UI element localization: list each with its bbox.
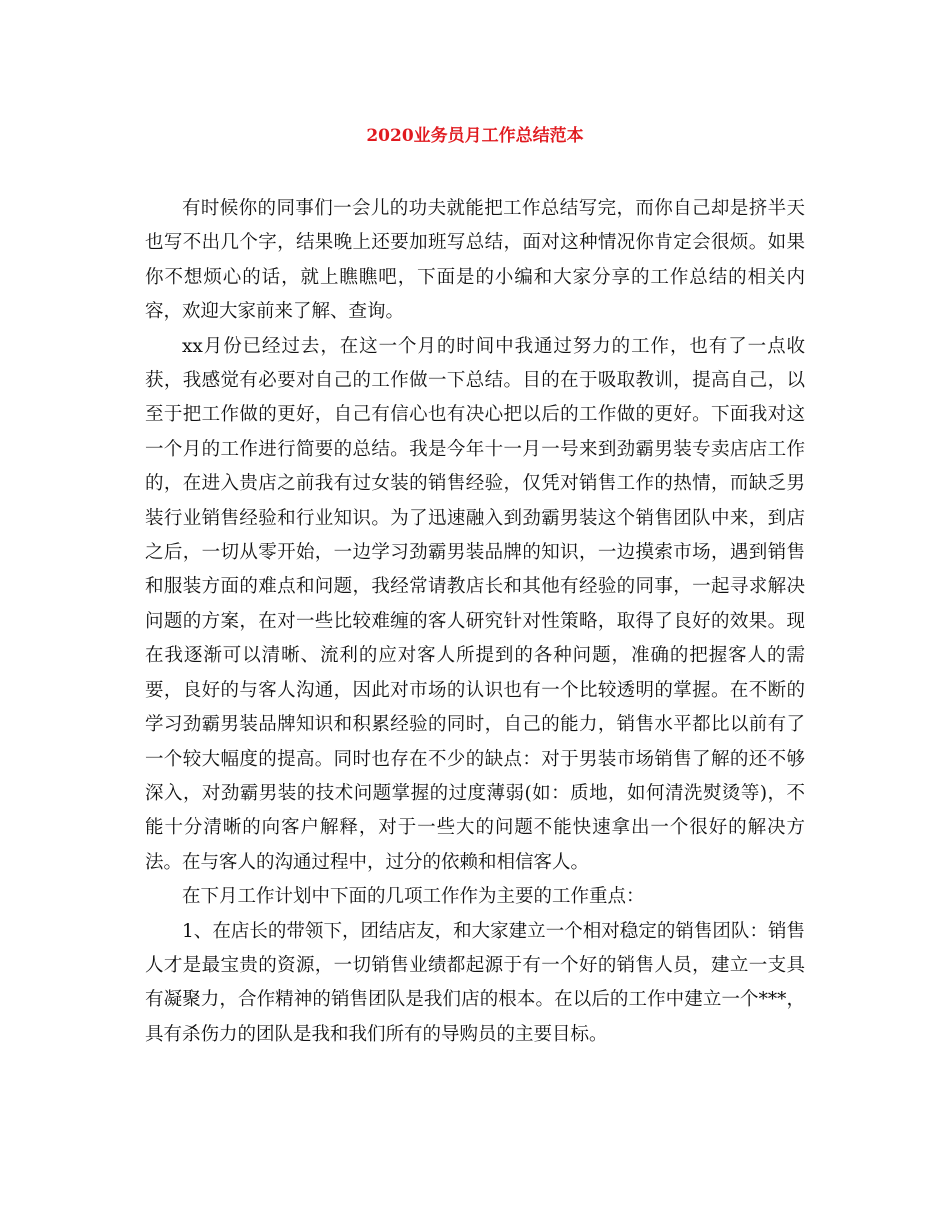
document-body	[145, 192, 805, 1052]
document-title: 2020业务员月工作总结范本	[366, 126, 584, 146]
paragraph-intro: 有时候你的同事们一会儿的功夫就能把工作总结写完，而你自己却是挤半天也写不出几个字，结果晚上还要加班写总结，面对这种情况你肯定会很烦。如果你不想烦心的话，就上瞧瞧吧，下面是的小编和大家分享的工作总结的相关内容，欢迎大家前来了解、查询。	[145, 198, 805, 323]
paragraph-next-month-plan: 在下月工作计划中下面的几项工作作为主要的工作重点：	[182, 886, 645, 908]
paragraph-monthly-summary: xx月份已经过去，在这一个月的时间中我通过努力的工作，也有了一点收获，我感觉有必要对自己的工作做一下总结。目的在于吸取教训，提高自己，以至于把工作做的更好，自己有信心也有决心把以后的工作做的更好。下面我对这一个月的工作进行简要的总结。我是今年十一月一号来到劲霸男装专卖店店工作的，在进入贵店之前我有过女装的销售经验，仅凭对销售工作的热情，而缺乏男装行业销售经验和行业知识。为了迅速融入到劲霸男装这个销售团队中来，到店之后，一切从零开始，一边学习劲霸男装品牌的知识，一边摸索市场，遇到销售和服装方面的难点和问题，我经常请教店长和其他有经验的同事，一起寻求解决问题的方案，在对一些比较难缠的客人研究针对性策略，取得了良好的效果。现在我逐渐可以清晰、流利的应对客人所提到的各种问题，准确的把握客人的需要，良好的与客人沟通，因此对市场的认识也有一个比较透明的掌握。在不断的学习劲霸男装品牌知识和积累经验的同时，自己的能力，销售水平都比以前有了一个较大幅度的提高。同时也存在不少的缺点：对于男装市场销售了解的还不够深入，对劲霸男装的技术问题掌握的过度薄弱(如：质地，如何清洗熨烫等)，不能十分清晰的向客户解释，对于一些大的问题不能快速拿出一个很好的解决方法。在与客人的沟通过程中，过分的依赖和相信客人。	[145, 335, 805, 873]
paragraph-plan-item-1: 1、在店长的带领下，团结店友，和大家建立一个相对稳定的销售团队：销售人才是最宝贵的资源，一切销售业绩都起源于有一个好的销售人员，建立一支具有凝聚力，合作精神的销售团队是我们店的根本。在以后的工作中建立一个***，具有杀伤力的团队是我和我们所有的导购员的主要目标。	[145, 920, 805, 1045]
